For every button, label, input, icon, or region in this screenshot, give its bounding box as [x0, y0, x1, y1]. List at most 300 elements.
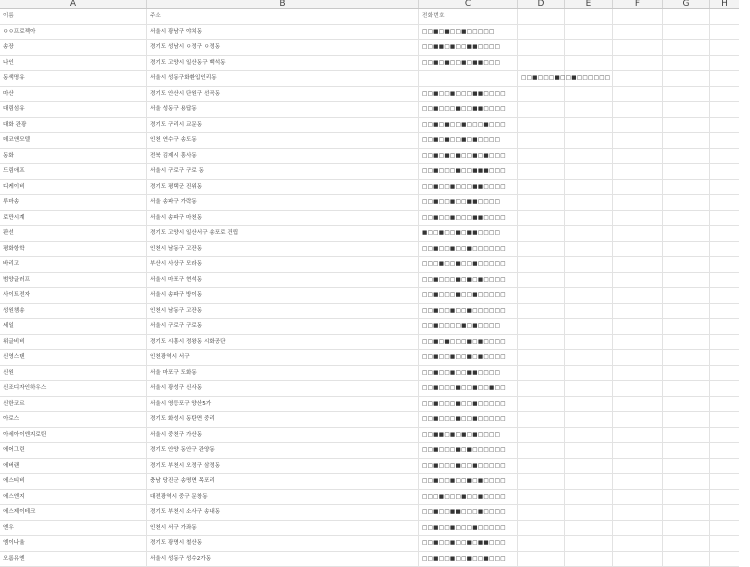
column-header-a[interactable]: A [0, 0, 147, 8]
cell-name[interactable]: 디케이비 [0, 180, 147, 195]
cell-empty[interactable] [613, 366, 663, 381]
cell-name[interactable]: 위글비비 [0, 335, 147, 350]
cell-empty[interactable] [710, 56, 750, 71]
cell-address[interactable]: 서울시 성동구화환입인리동 [147, 71, 419, 86]
cell-empty[interactable] [613, 335, 663, 350]
cell-empty[interactable] [710, 381, 750, 396]
cell-empty[interactable] [613, 9, 663, 24]
cell-empty[interactable] [710, 397, 750, 412]
cell-name[interactable]: 드림애프 [0, 164, 147, 179]
cell-phone-header[interactable]: 전화번호 [419, 9, 518, 24]
cell-empty[interactable] [613, 273, 663, 288]
cell-name[interactable]: 대림섬유 [0, 102, 147, 117]
cell-empty[interactable] [663, 521, 710, 536]
cell-empty[interactable] [565, 226, 613, 241]
cell-address[interactable]: 부산시 사상구 모라동 [147, 257, 419, 272]
cell-empty[interactable] [613, 118, 663, 133]
cell-address[interactable]: 서울시 구로구 구로동 [147, 319, 419, 334]
cell-extra[interactable] [518, 366, 565, 381]
cell-empty[interactable] [565, 521, 613, 536]
cell-empty[interactable] [565, 536, 613, 551]
cell-empty[interactable] [663, 319, 710, 334]
cell-empty[interactable] [663, 118, 710, 133]
cell-empty[interactable] [613, 242, 663, 257]
cell-empty[interactable] [565, 211, 613, 226]
cell-phone[interactable]: □□■□□■□□■■□□□□ [419, 366, 518, 381]
cell-extra[interactable] [518, 552, 565, 567]
cell-address[interactable]: 서울시 송파구 마천동 [147, 211, 419, 226]
cell-empty[interactable] [565, 366, 613, 381]
cell-address[interactable]: 경기도 화성시 동탄면 중리 [147, 412, 419, 427]
cell-extra[interactable] [518, 226, 565, 241]
cell-address[interactable]: 서울시 광남구 야치동 [147, 25, 419, 40]
cell-empty[interactable] [613, 521, 663, 536]
cell-empty[interactable] [613, 180, 663, 195]
cell-name[interactable]: 오롬유엔 [0, 552, 147, 567]
cell-empty[interactable] [565, 350, 613, 365]
cell-name[interactable]: 신조디자인하우스 [0, 381, 147, 396]
cell-phone[interactable]: □□■□□■□□■□■■□□□ [419, 536, 518, 551]
cell-empty[interactable] [565, 459, 613, 474]
cell-phone[interactable]: □□■□□■□□■□■□□□□ [419, 350, 518, 365]
cell-empty[interactable] [663, 288, 710, 303]
cell-name[interactable]: 대화 관광 [0, 118, 147, 133]
cell-name[interactable]: 사이트전자 [0, 288, 147, 303]
cell-empty[interactable] [663, 381, 710, 396]
cell-name[interactable]: 엔우 [0, 521, 147, 536]
cell-phone[interactable]: □□■□□□■□□■□□■□□ [419, 381, 518, 396]
cell-empty[interactable] [565, 443, 613, 458]
cell-empty[interactable] [663, 164, 710, 179]
column-header-c[interactable]: C [419, 0, 518, 8]
cell-empty[interactable] [565, 335, 613, 350]
cell-empty[interactable] [518, 9, 565, 24]
cell-empty[interactable] [565, 25, 613, 40]
cell-empty[interactable] [613, 412, 663, 427]
table-row [0, 102, 739, 118]
cell-empty[interactable] [565, 273, 613, 288]
cell-extra[interactable] [518, 288, 565, 303]
cell-address[interactable]: 경기도 평택군 진위동 [147, 180, 419, 195]
cell-name[interactable]: 엠이나율 [0, 536, 147, 551]
cell-empty[interactable] [663, 335, 710, 350]
cell-empty[interactable] [613, 474, 663, 489]
cell-phone[interactable]: □□■□■□□□■□■□□□□ [419, 335, 518, 350]
cell-address[interactable]: 서울시 성동구 성수2가동 [147, 552, 419, 567]
cell-extra[interactable] [518, 304, 565, 319]
cell-empty[interactable] [565, 474, 613, 489]
cell-empty[interactable] [663, 102, 710, 117]
cell-extra[interactable] [518, 505, 565, 520]
cell-empty[interactable] [710, 304, 750, 319]
cell-address[interactable]: 경기도 구리시 교문동 [147, 118, 419, 133]
cell-address[interactable]: 서울 성동구 용답동 [147, 102, 419, 117]
column-header-h[interactable]: H [710, 0, 739, 8]
cell-extra[interactable] [518, 521, 565, 536]
cell-extra[interactable] [518, 40, 565, 55]
cell-name[interactable]: 성원챔송 [0, 304, 147, 319]
cell-empty[interactable] [663, 474, 710, 489]
cell-phone[interactable]: □□■□□■□□■□□□□□□ [419, 242, 518, 257]
cell-empty[interactable] [663, 149, 710, 164]
cell-empty[interactable] [565, 40, 613, 55]
cell-address[interactable]: 경기도 부천시 소사구 송내동 [147, 505, 419, 520]
cell-empty[interactable] [613, 319, 663, 334]
cell-phone[interactable]: □□■□■□□■□□□□□ [419, 25, 518, 40]
cell-extra[interactable] [518, 195, 565, 210]
cell-empty[interactable] [565, 490, 613, 505]
column-header-g[interactable]: G [663, 0, 710, 8]
cell-extra[interactable] [518, 211, 565, 226]
cell-empty[interactable] [565, 257, 613, 272]
cell-empty[interactable] [565, 9, 613, 24]
cell-empty[interactable] [613, 397, 663, 412]
cell-empty[interactable] [663, 9, 710, 24]
cell-empty[interactable] [565, 195, 613, 210]
cell-address[interactable]: 경기도 안양 동안구 관양동 [147, 443, 419, 458]
cell-extra[interactable] [518, 459, 565, 474]
cell-empty[interactable] [613, 428, 663, 443]
cell-address[interactable]: 경기도 부천시 오정구 삼정동 [147, 459, 419, 474]
cell-name[interactable]: 신한코르 [0, 397, 147, 412]
cell-empty[interactable] [663, 71, 710, 86]
cell-empty[interactable] [613, 71, 663, 86]
cell-phone[interactable]: □□■□□■□□□■■□□□□ [419, 211, 518, 226]
cell-empty[interactable] [663, 25, 710, 40]
cell-phone[interactable]: □□■□■□■□□■□■□□□ [419, 149, 518, 164]
cell-empty[interactable] [613, 459, 663, 474]
cell-empty[interactable] [710, 133, 750, 148]
cell-extra[interactable] [518, 428, 565, 443]
cell-phone[interactable]: □□■□□■□□■□□□□□□ [419, 304, 518, 319]
cell-empty[interactable] [613, 164, 663, 179]
cell-empty[interactable] [613, 443, 663, 458]
cell-phone[interactable]: □□■□□■□□■□■□□□□ [419, 474, 518, 489]
cell-empty[interactable] [613, 149, 663, 164]
table-row [0, 118, 739, 134]
cell-empty[interactable] [663, 211, 710, 226]
cell-name-header[interactable]: 이름 [0, 9, 147, 24]
cell-empty[interactable] [565, 118, 613, 133]
cell-empty[interactable] [710, 335, 750, 350]
cell-name[interactable]: 바리고 [0, 257, 147, 272]
cell-address[interactable]: 서울시 영등포구 양산5가 [147, 397, 419, 412]
cell-phone[interactable]: □□■□□■□□■■□□□□ [419, 195, 518, 210]
cell-empty[interactable] [663, 242, 710, 257]
cell-address[interactable]: 서울 송파구 가락동 [147, 195, 419, 210]
cell-extra[interactable] [518, 381, 565, 396]
cell-empty[interactable] [663, 366, 710, 381]
cell-phone[interactable]: □□■□■□□■□■□□□□ [419, 133, 518, 148]
cell-extra[interactable] [518, 397, 565, 412]
cell-empty[interactable] [710, 490, 750, 505]
cell-phone[interactable]: □□■□■□□■□□□■□□□ [419, 118, 518, 133]
cell-empty[interactable] [663, 87, 710, 102]
cell-name[interactable]: 아세아이엔지로틴 [0, 428, 147, 443]
cell-name[interactable]: 데코앤모델 [0, 133, 147, 148]
cell-extra[interactable] [518, 536, 565, 551]
cell-empty[interactable] [613, 133, 663, 148]
cell-empty[interactable] [663, 56, 710, 71]
cell-empty[interactable] [710, 9, 750, 24]
cell-empty[interactable] [710, 350, 750, 365]
cell-empty[interactable] [565, 133, 613, 148]
cell-empty[interactable] [663, 428, 710, 443]
cell-empty[interactable] [663, 536, 710, 551]
cell-name[interactable]: 판선 [0, 226, 147, 241]
cell-address[interactable]: 서울시 송파구 방이동 [147, 288, 419, 303]
cell-extra[interactable] [518, 87, 565, 102]
cell-phone[interactable]: □□■□■□□■□■■□□□ [419, 56, 518, 71]
cell-empty[interactable] [663, 505, 710, 520]
cell-extra[interactable] [518, 490, 565, 505]
cell-empty[interactable] [710, 102, 750, 117]
cell-extra[interactable] [518, 335, 565, 350]
cell-empty[interactable] [710, 288, 750, 303]
cell-empty[interactable] [565, 412, 613, 427]
cell-name[interactable]: 에버랜 [0, 459, 147, 474]
cell-extra[interactable] [518, 242, 565, 257]
cell-phone[interactable]: □□■□□■□□□■□□□□□ [419, 521, 518, 536]
cell-empty[interactable] [565, 505, 613, 520]
cell-empty[interactable] [663, 459, 710, 474]
cell-empty[interactable] [663, 412, 710, 427]
cell-empty[interactable] [663, 180, 710, 195]
cell-empty[interactable] [565, 428, 613, 443]
cell-phone[interactable]: □□■□□■□□□■■□□□□ [419, 87, 518, 102]
cell-phone[interactable]: □□■□□□■□□■□□□□□ [419, 459, 518, 474]
cell-empty[interactable] [565, 381, 613, 396]
cell-address[interactable]: 인천시 남동구 고잔동 [147, 242, 419, 257]
cell-phone[interactable] [419, 71, 518, 86]
cell-empty[interactable] [565, 56, 613, 71]
cell-phone[interactable]: □□■□□□■□■□□□□□□ [419, 443, 518, 458]
cell-address[interactable]: 서울시 마포구 현석동 [147, 273, 419, 288]
table-row [0, 428, 739, 444]
cell-address[interactable]: 인천시 남동구 고잔동 [147, 304, 419, 319]
cell-phone[interactable]: □□□■□□■□□■□□□□□ [419, 257, 518, 272]
cell-extra[interactable] [518, 474, 565, 489]
cell-empty[interactable] [613, 25, 663, 40]
cell-empty[interactable] [613, 505, 663, 520]
cell-empty[interactable] [710, 40, 750, 55]
cell-empty[interactable] [565, 71, 613, 86]
cell-name[interactable]: 마산 [0, 87, 147, 102]
cell-empty[interactable] [663, 257, 710, 272]
cell-name[interactable]: 에스엔지 [0, 490, 147, 505]
cell-name[interactable]: 나인 [0, 56, 147, 71]
cell-name[interactable]: 루마송 [0, 195, 147, 210]
cell-phone[interactable]: □□■□□□■□□■■■□□□ [419, 164, 518, 179]
cell-empty[interactable] [710, 366, 750, 381]
cell-empty[interactable] [613, 552, 663, 567]
cell-empty[interactable] [710, 71, 750, 86]
cell-empty[interactable] [710, 273, 750, 288]
cell-empty[interactable] [663, 304, 710, 319]
cell-empty[interactable] [565, 242, 613, 257]
cell-name[interactable]: 로만시계 [0, 211, 147, 226]
cell-phone[interactable]: □□■□□□■□□■□□□□□ [419, 397, 518, 412]
cell-phone[interactable]: □□■□□■■□□□■□□□□ [419, 505, 518, 520]
cell-name[interactable]: 동색명유 [0, 71, 147, 86]
cell-name[interactable]: 에스제이테크 [0, 505, 147, 520]
cell-empty[interactable] [710, 242, 750, 257]
cell-empty[interactable] [663, 273, 710, 288]
cell-extra[interactable] [518, 102, 565, 117]
cell-empty[interactable] [565, 288, 613, 303]
cell-empty[interactable] [565, 87, 613, 102]
cell-name[interactable]: 신원 [0, 366, 147, 381]
cell-address[interactable]: 경기도 고양시 일산동구 백석동 [147, 56, 419, 71]
cell-empty[interactable] [710, 164, 750, 179]
cell-empty[interactable] [613, 195, 663, 210]
cell-address[interactable]: 인천광역시 서구 [147, 350, 419, 365]
cell-empty[interactable] [613, 381, 663, 396]
cell-phone[interactable]: □□■□□□■□■□■□□□□ [419, 273, 518, 288]
column-header-b[interactable]: B [147, 0, 419, 8]
cell-empty[interactable] [565, 552, 613, 567]
cell-address[interactable]: 경기도 고양시 일산서구 송포로 건립 [147, 226, 419, 241]
cell-name[interactable]: 송장 [0, 40, 147, 55]
cell-empty[interactable] [565, 319, 613, 334]
cell-phone[interactable]: □□■□□□□■□■□□□□ [419, 319, 518, 334]
cell-empty[interactable] [710, 443, 750, 458]
cell-empty[interactable] [710, 211, 750, 226]
cell-name[interactable]: 신영스텐 [0, 350, 147, 365]
cell-address[interactable]: 경기도 안산시 단원구 선곡동 [147, 87, 419, 102]
cell-empty[interactable] [613, 226, 663, 241]
cell-phone[interactable]: □□■■□■□□■■□□□□ [419, 40, 518, 55]
cell-phone[interactable]: □□■□□□■□□■■□□□□ [419, 102, 518, 117]
cell-address[interactable]: 경기도 광명시 철산동 [147, 536, 419, 551]
cell-empty[interactable] [565, 102, 613, 117]
cell-extra[interactable] [518, 133, 565, 148]
cell-address[interactable]: 전북 김제시 흥사동 [147, 149, 419, 164]
cell-empty[interactable] [710, 552, 750, 567]
cell-empty[interactable] [663, 40, 710, 55]
cell-empty[interactable] [663, 133, 710, 148]
cell-name[interactable]: 에어그린 [0, 443, 147, 458]
cell-empty[interactable] [710, 459, 750, 474]
cell-extra[interactable] [518, 149, 565, 164]
cell-extra[interactable] [518, 412, 565, 427]
cell-name[interactable]: 아로스 [0, 412, 147, 427]
cell-empty[interactable] [565, 180, 613, 195]
cell-empty[interactable] [710, 87, 750, 102]
cell-extra[interactable] [518, 350, 565, 365]
cell-extra[interactable] [518, 118, 565, 133]
cell-empty[interactable] [663, 490, 710, 505]
column-header-e[interactable]: E [565, 0, 613, 8]
column-header-d[interactable]: D [518, 0, 565, 8]
cell-extra[interactable] [518, 319, 565, 334]
cell-empty[interactable] [663, 350, 710, 365]
cell-empty[interactable] [613, 288, 663, 303]
cell-extra[interactable]: □□■□□□■□□■□□□□□□ [518, 71, 565, 86]
cell-address[interactable]: 경기도 시흥시 정왕동 시화공단 [147, 335, 419, 350]
cell-address[interactable]: 인천 연수구 송도동 [147, 133, 419, 148]
cell-empty[interactable] [613, 350, 663, 365]
cell-address[interactable]: 대전광역시 중구 문창동 [147, 490, 419, 505]
cell-empty[interactable] [663, 443, 710, 458]
cell-empty[interactable] [710, 118, 750, 133]
cell-empty[interactable] [710, 412, 750, 427]
cell-empty[interactable] [613, 102, 663, 117]
cell-name[interactable]: 동화 [0, 149, 147, 164]
cell-phone[interactable]: □□■■□■□■□■□□□□ [419, 428, 518, 443]
cell-phone[interactable]: □□□■□□□■□□■□□□□ [419, 490, 518, 505]
cell-empty[interactable] [710, 25, 750, 40]
cell-empty[interactable] [710, 226, 750, 241]
cell-name[interactable]: 범양글러프 [0, 273, 147, 288]
cell-empty[interactable] [710, 257, 750, 272]
column-header-f[interactable]: F [613, 0, 663, 8]
cell-empty[interactable] [613, 40, 663, 55]
cell-empty[interactable] [613, 536, 663, 551]
cell-extra[interactable] [518, 180, 565, 195]
cell-empty[interactable] [565, 149, 613, 164]
cell-empty[interactable] [663, 226, 710, 241]
cell-empty[interactable] [663, 552, 710, 567]
cell-phone[interactable]: □□■□□■□□■□□■□□□ [419, 552, 518, 567]
cell-empty[interactable] [710, 180, 750, 195]
cell-address[interactable]: 경기도 성남시 ㅇ정구 ㅇ정동 [147, 40, 419, 55]
cell-address[interactable]: 충남 당진군 송명면 목포리 [147, 474, 419, 489]
cell-extra[interactable] [518, 273, 565, 288]
cell-empty[interactable] [613, 87, 663, 102]
cell-empty[interactable] [663, 397, 710, 412]
cell-empty[interactable] [710, 536, 750, 551]
cell-empty[interactable] [710, 521, 750, 536]
cell-address[interactable]: 인천시 서구 가좌동 [147, 521, 419, 536]
cell-empty[interactable] [565, 304, 613, 319]
cell-empty[interactable] [613, 304, 663, 319]
cell-address[interactable]: 서울시 구로구 구로 동 [147, 164, 419, 179]
cell-address[interactable]: 서울 마포구 도화동 [147, 366, 419, 381]
cell-empty[interactable] [710, 428, 750, 443]
cell-empty[interactable] [663, 195, 710, 210]
cell-empty[interactable] [613, 56, 663, 71]
cell-name[interactable]: 에스티비 [0, 474, 147, 489]
cell-empty[interactable] [710, 149, 750, 164]
cell-address[interactable]: 서울시 중천구 가산동 [147, 428, 419, 443]
cell-empty[interactable] [710, 195, 750, 210]
cell-empty[interactable] [710, 319, 750, 334]
cell-name[interactable]: 평화항학 [0, 242, 147, 257]
cell-empty[interactable] [613, 490, 663, 505]
cell-extra[interactable] [518, 25, 565, 40]
cell-empty[interactable] [565, 397, 613, 412]
cell-empty[interactable] [565, 164, 613, 179]
cell-empty[interactable] [710, 505, 750, 520]
cell-empty[interactable] [710, 474, 750, 489]
table-row [0, 149, 739, 165]
cell-address-header[interactable]: 주소 [147, 9, 419, 24]
cell-extra[interactable] [518, 164, 565, 179]
cell-empty[interactable] [613, 257, 663, 272]
cell-phone[interactable]: □□■□□□■□□■□□□□□ [419, 412, 518, 427]
cell-empty[interactable] [613, 211, 663, 226]
cell-extra[interactable] [518, 257, 565, 272]
cell-phone[interactable]: ■□□■□□■□■■□□□□ [419, 226, 518, 241]
cell-phone[interactable]: □□■□□■□□□■■□□□□ [419, 180, 518, 195]
cell-address[interactable]: 서울시 광성구 신사동 [147, 381, 419, 396]
cell-phone[interactable]: □□■□□□■□□■□□□□□ [419, 288, 518, 303]
cell-extra[interactable] [518, 443, 565, 458]
cell-name[interactable]: ㅇㅇ프로젝아 [0, 25, 147, 40]
cell-extra[interactable] [518, 56, 565, 71]
cell-name[interactable]: 세일 [0, 319, 147, 334]
